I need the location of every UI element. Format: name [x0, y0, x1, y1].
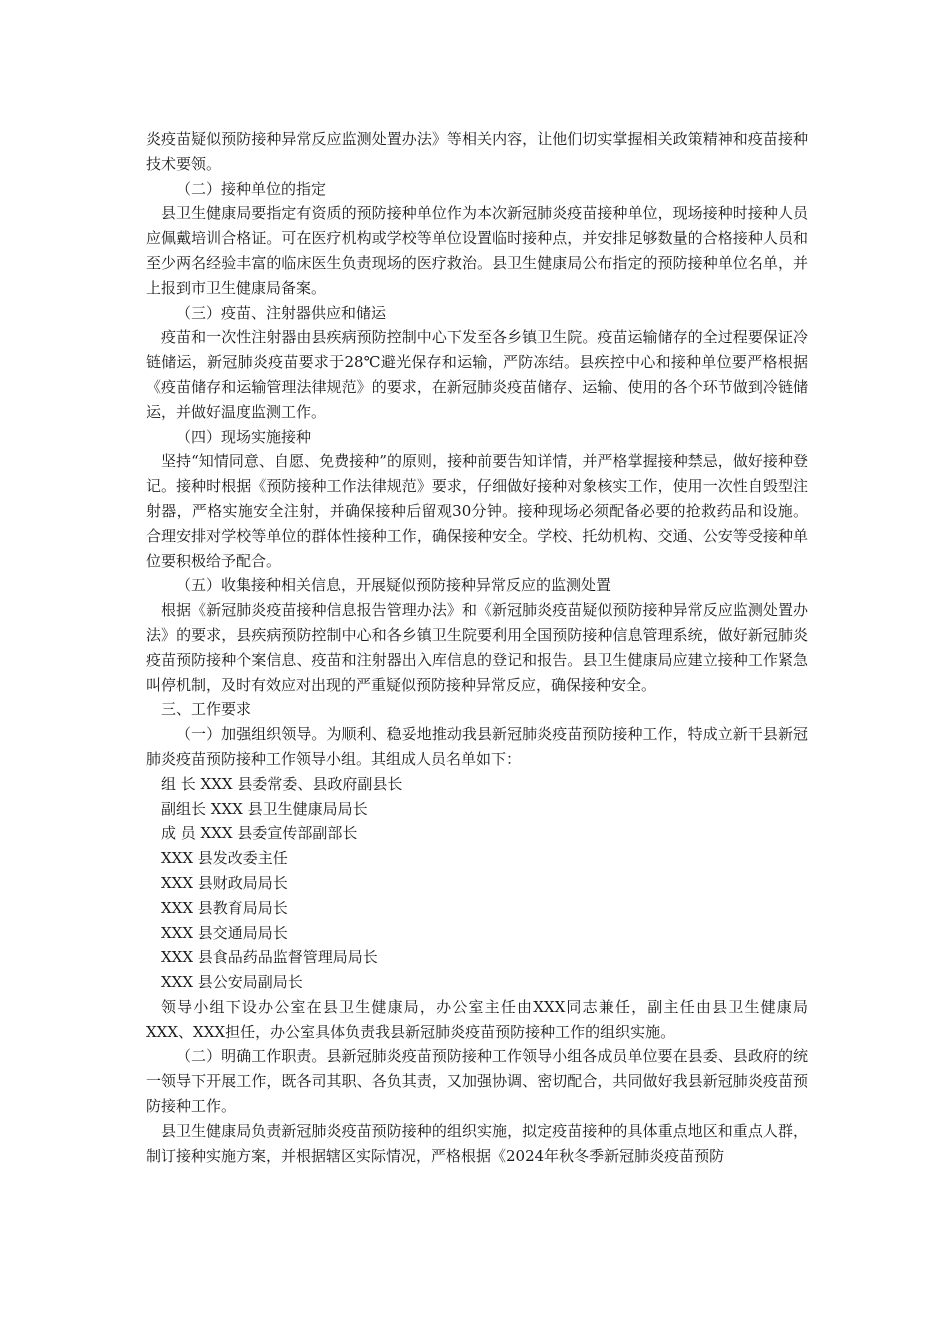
- member-2: XXX 县发改委主任: [161, 849, 288, 868]
- section-heading-supply: （三）疫苗、注射器供应和储运: [176, 303, 387, 322]
- section-heading-monitoring: （五）收集接种相关信息，开展疑似预防接种异常反应的监测处置: [176, 576, 612, 595]
- member-7: XXX 县公安局副局长: [161, 973, 303, 992]
- paragraph-health-bureau: 县卫生健康局负责新冠肺炎疫苗预防接种的组织实施，拟定疫苗接种的具体重点地区和重点人群，制订接种实施方案，并根据辖区实际情况，严格根据《2024年秋冬季新冠肺炎疫苗预防: [146, 1121, 808, 1165]
- member-1: 成 员 XXX 县委宣传部副部长: [161, 824, 358, 843]
- paragraph-leadership: （一）加强组织领导。为顺利、稳妥地推动我县新冠肺炎疫苗预防接种工作，特成立新干县新冠肺炎疫苗预防接种工作领导小组。其组成人员名单如下：: [146, 725, 808, 768]
- paragraph-designation: 县卫生健康局要指定有资质的预防接种单位作为本次新冠肺炎疫苗接种单位，现场接种时接种人员应佩戴培训合格证。可在医疗机构或学校等单位设置临时接种点，并安排足够数量的合格接种人员和至少两名经验丰富的临床医生负责现场的医疗救治。县卫生健康局公布指定的预防接种单位名单，并上报到市卫生健康局备案。: [146, 204, 808, 297]
- section-heading-designation: （二）接种单位的指定: [176, 179, 327, 198]
- member-4: XXX 县教育局局长: [161, 898, 288, 917]
- member-6: XXX 县食品药品监督管理局局长: [161, 948, 378, 967]
- paragraph-onsite: 坚持“知情同意、自愿、免费接种”的原则，接种前要告知详情，并严格掌握接种禁忌，做好接种登记。接种时根据《预防接种工作法律规范》要求，仔细做好接种对象核实工作，使用一次性自毁型注射器，严格实施安全注射，并确保接种后留观30分钟。接种现场必须配备必要的抢救药品和设施。合理安排对学校等单位的群体性接种工作，确保接种安全。学校、托幼机构、交通、公安等受接种单位要积极给予配合。: [146, 452, 808, 570]
- member-3: XXX 县财政局局长: [161, 873, 288, 892]
- section-heading-requirements: 三、工作要求: [161, 700, 252, 719]
- paragraph-responsibilities: （二）明确工作职责。县新冠肺炎疫苗预防接种工作领导小组各成员单位要在县委、县政府的统一领导下开展工作，既各司其职、各负其责，又加强协调、密切配合，共同做好我县新冠肺炎疫苗预防接种工作。: [146, 1047, 808, 1116]
- paragraph-monitoring: 根据《新冠肺炎疫苗接种信息报告管理办法》和《新冠肺炎疫苗疑似预防接种异常反应监测处置办法》的要求，县疾病预防控制中心和各乡镇卫生院要利用全国预防接种信息管理系统，做好新冠肺炎疫苗预防接种个案信息、疫苗和注射器出入库信息的登记和报告。县卫生健康局应建立接种工作紧急叫停机制，及时有效应对出现的严重疑似预防接种异常反应，确保接种安全。: [146, 601, 808, 694]
- paragraph-office: 领导小组下设办公室在县卫生健康局，办公室主任由XXX同志兼任，副主任由县卫生健康局XXX、XXX担任，办公室具体负责我县新冠肺炎疫苗预防接种工作的组织实施。: [146, 997, 808, 1041]
- member-5: XXX 县交通局局长: [161, 923, 288, 942]
- paragraph-continuation: 炎疫苗疑似预防接种异常反应监测处置办法》等相关内容，让他们切实掌握相关政策精神和疫苗接种技术要领。: [146, 130, 808, 173]
- member-leader: 组 长 XXX 县委常委、县政府副县长: [161, 774, 403, 793]
- member-deputy-leader: 副组长 XXX 县卫生健康局局长: [161, 799, 368, 818]
- document-page: [146, 127, 808, 1168]
- section-heading-onsite: （四）现场实施接种: [176, 427, 312, 446]
- paragraph-supply: 疫苗和一次性注射器由县疾病预防控制中心下发至各乡镇卫生院。疫苗运输储存的全过程要保证冷链储运，新冠肺炎疫苗要求于28℃避光保存和运输，严防冻结。县疾控中心和接种单位要严格根据《疫苗储存和运输管理法律规范》的要求，在新冠肺炎疫苗储存、运输、使用的各个环节做到冷链储运，并做好温度监测工作。: [146, 328, 808, 421]
